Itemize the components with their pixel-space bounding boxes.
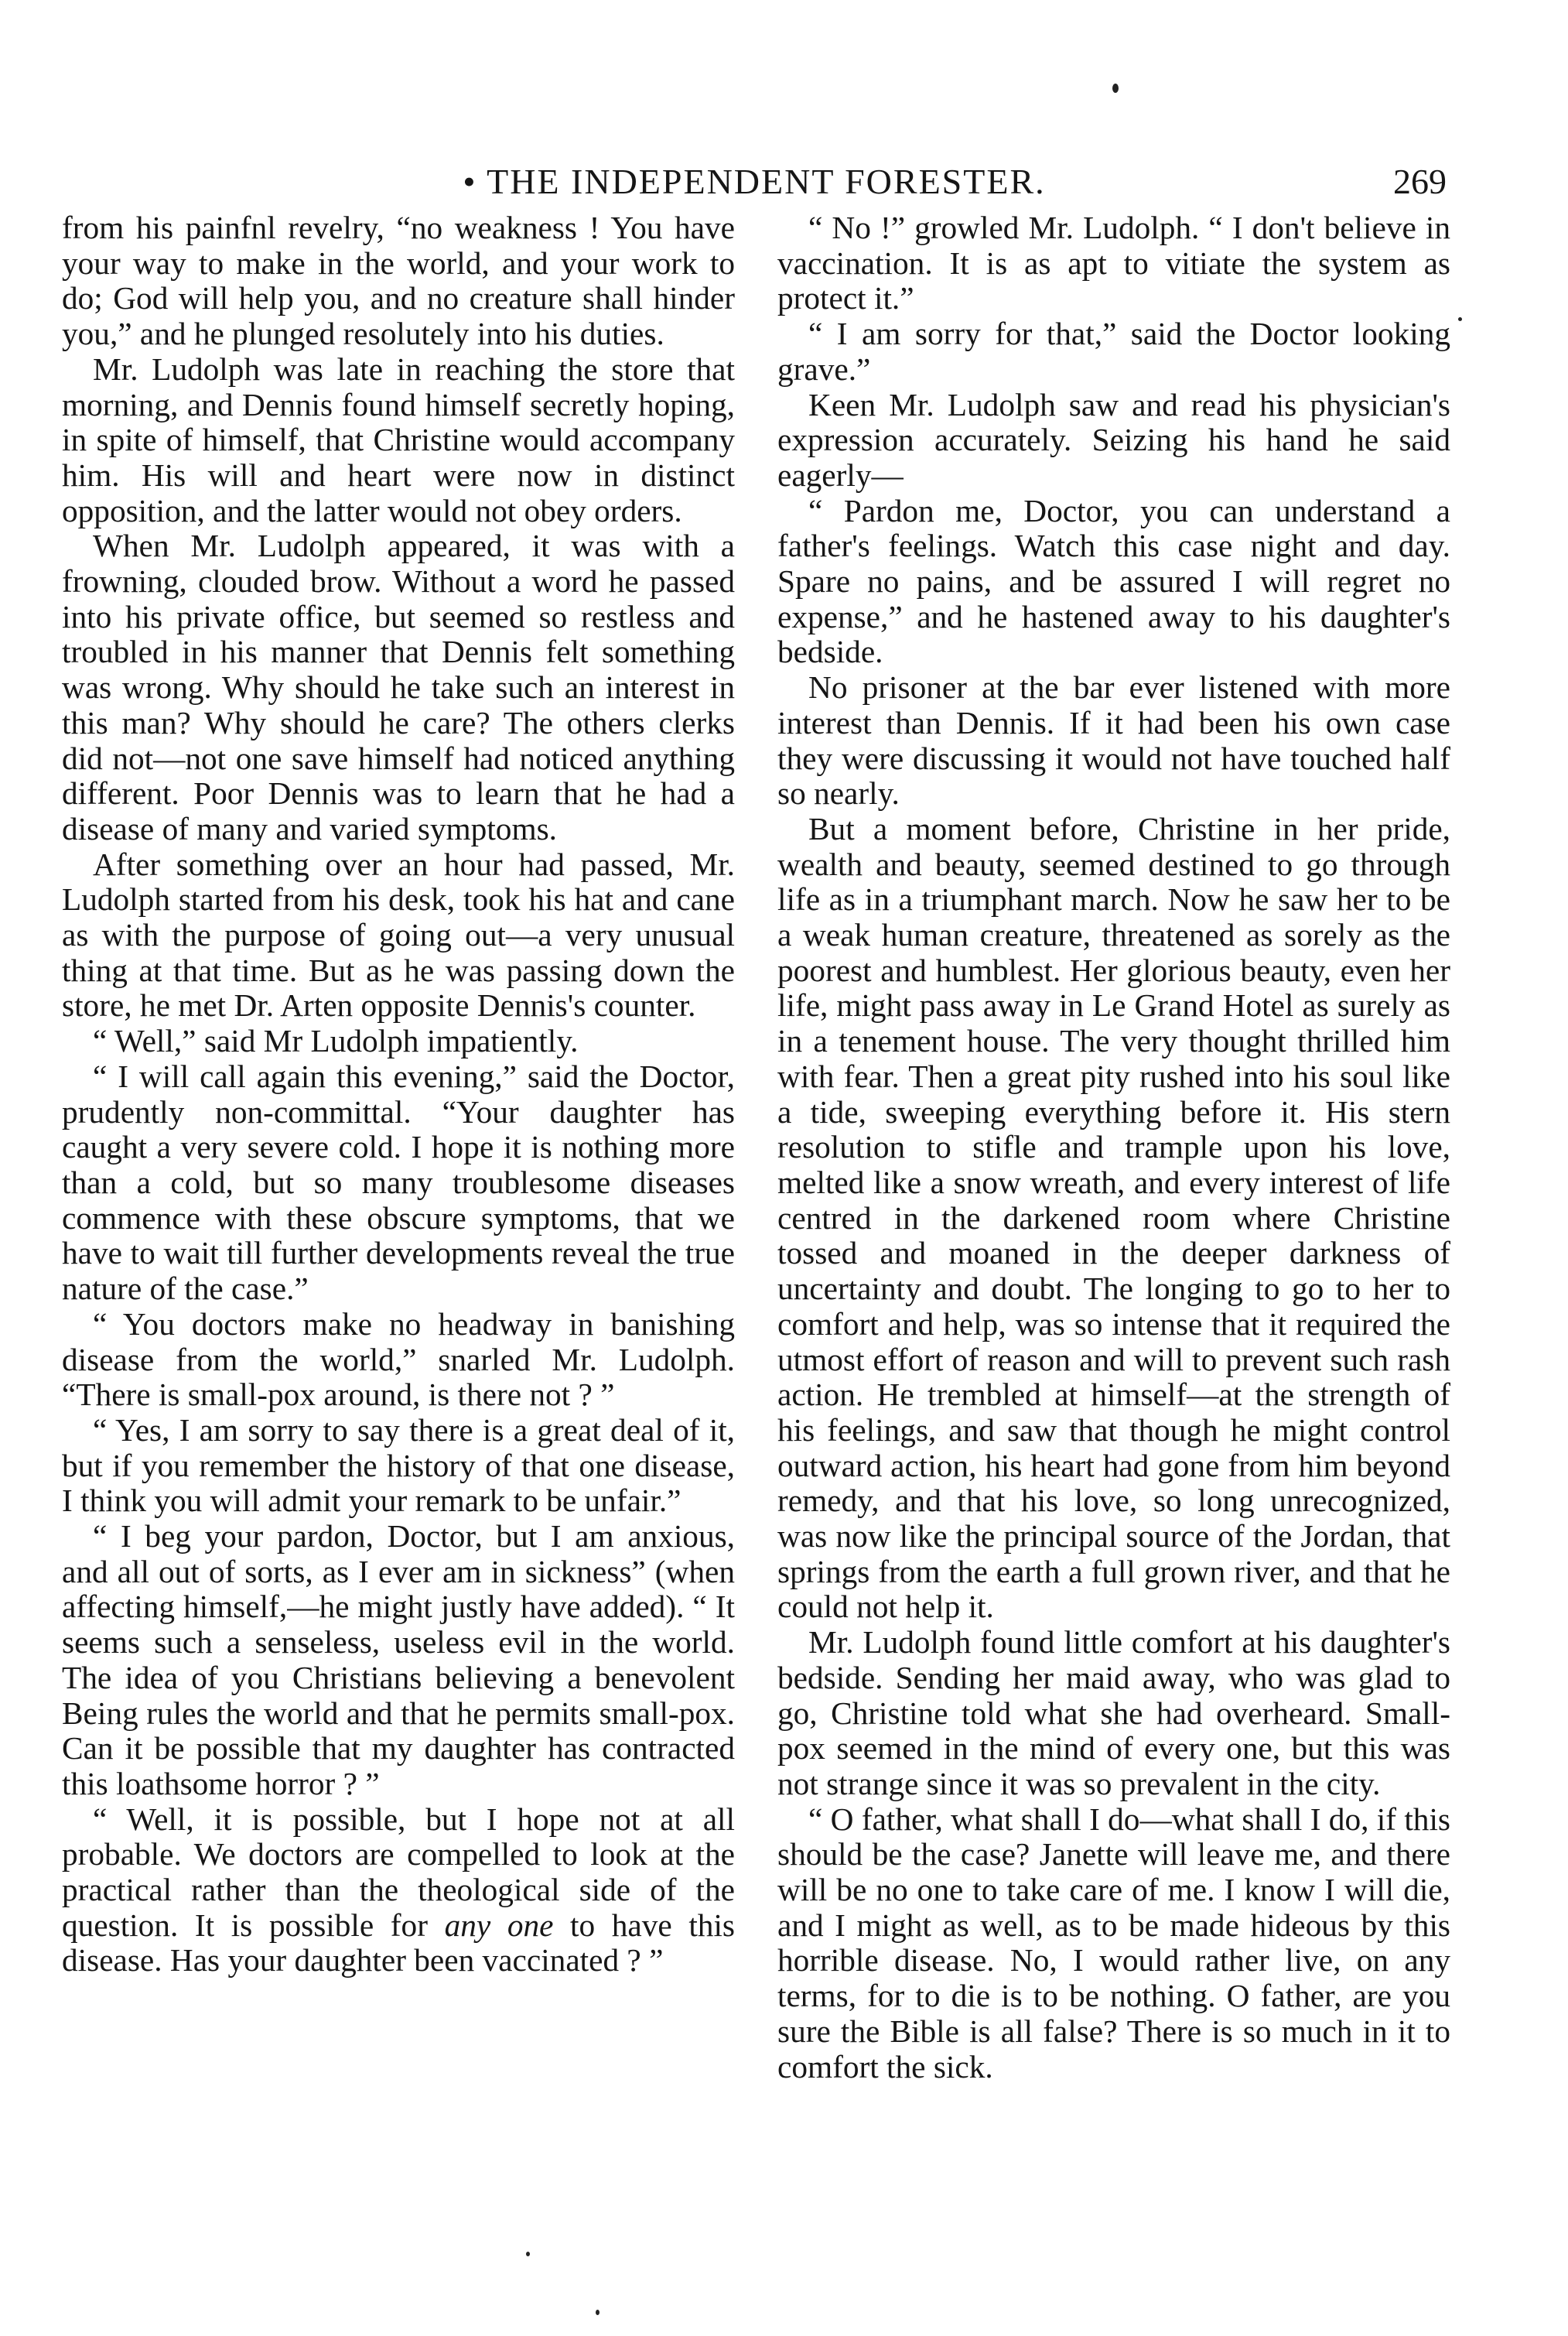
paragraph: “ Yes, I am sorry to say there is a great deal of it, but if you remember the history of that one disease, I think you will admit your remark to be unfair.” <box>62 1411 735 1519</box>
paragraph-text <box>490 1907 507 1943</box>
paragraph-text: “ Well, it is possible, but I hope not at all probable. We doctors are compelled to look at the practical rather than the theological side of the question. It is possible for <box>62 1801 735 1943</box>
left-column <box>62 210 735 2292</box>
paragraph-last <box>62 1802 735 1979</box>
paragraph: from his painfnl revelry, “no weakness ! You have your way to make in the world, and your work to do; God will help you, and no creature shall hinder you,” and he plunged resolutely into his duties. <box>62 210 735 352</box>
paragraph: “ Well,” said Mr Ludolph impatiently. <box>93 1023 579 1059</box>
right-column <box>777 210 1450 2292</box>
paragraph: “ No !” growled Mr. Ludolph. “ I don't believe in vaccination. It is as apt to vitiate the system as protect it.” <box>777 210 1450 316</box>
paragraph: “ O father, what shall I do—what shall I do, if this should be the case? Janette will leave me, and there will be no one to take care of me. I know I will die, and I might as well, as to be made hideous by this horrible disease. No, I would rather live, on any terms, for to die is to be nothing. O father, are you sure the Bible is all false? There is so much in it to comfort the sick. <box>777 1801 1450 2085</box>
paragraph: “ I beg your pardon, Doctor, but I am anxious, and all out of sorts, as I ever am in sickness” (when affecting himself,—he might justly have added). “ It seems such a senseless, useless evil in the world. The idea of you Christians believing a benevolent Being rules the world and that he permits small-pox. Can it be possible that my daughter has contracted this loathsome horror ? ” <box>62 1518 735 1801</box>
ink-speck <box>1112 84 1119 93</box>
page-number: 269 <box>1393 162 1447 201</box>
paragraph: Mr. Ludolph found little comfort at his daughter's bedside. Sending her maid away, who was glad to go, Christine told what she had overheard. Small-pox seemed in the mind of every one, but this was not strange since it was so prevalent in the city. <box>777 1624 1450 1801</box>
paragraph: After something over an hour had passed, Mr. Ludolph started from his desk, took his hat and cane as with the purpose of going out—a very unusual thing at that time. But as he was passing down the store, he met Dr. Arten opposite Dennis's counter. <box>62 846 735 1024</box>
paragraph: Keen Mr. Ludolph saw and read his physician's expression accurately. Seizing his hand he said eagerly— <box>777 386 1450 493</box>
text-columns <box>62 210 1450 2292</box>
running-head: • THE INDEPENDENT FORESTER. <box>463 162 1046 201</box>
paragraph: “ I will call again this evening,” said the Doctor, prudently non-committal. “Your daughter has caught a very severe cold. I hope it is nothing more than a cold, but so many troublesome diseases commence with these obscure symptoms, that we have to wait till further developments reveal the true nature of the case.” <box>62 1058 735 1307</box>
ink-speck <box>596 2310 600 2315</box>
italic-word: any <box>444 1907 491 1943</box>
paragraph: But a moment before, Christine in her pride, wealth and beauty, seemed destined to go through life as in a triumphant march. Now he saw her to be a weak human creature, threatened as sorely as the poorest and humblest. Her glorious beauty, even her life, might pass away in Le Grand Hotel as surely as in a tenement house. The very thought thrilled him with fear. Then a great pity rushed into his soul like a tide, sweeping everything before it. His stern resolution to stifle and trample upon his love, melted like a snow wreath, and every interest of life centred in the darkened room where Christine tossed and moaned in the deeper darkness of uncertainty and doubt. The longing to go to her to comfort and help, was so intense that it required the utmost effort of reason and will to prevent such rash action. He trembled at himself—at the strength of his feelings, and saw that though he might control outward action, his heart had gone from him beyond remedy, and that his love, so long unrecognized, was now like the principal source of the Jordan, that springs from the earth a full grown river, and that he could not help it. <box>777 810 1450 1625</box>
page-header <box>62 159 1447 205</box>
paragraph: “ I am sorry for that,” said the Doctor looking grave.” <box>777 316 1450 387</box>
paragraph: When Mr. Ludolph appeared, it was with a frowning, clouded brow. Without a word he passed into his private office, but seemed so restless and troubled in his manner that Dennis felt something was wrong. Why should he take such an interest in this man? Why should he care? The others clerks did not—not one save himself had noticed anything different. Poor Dennis was to learn that he had a disease of many and varied symptoms. <box>62 528 735 847</box>
ink-speck <box>1458 317 1462 321</box>
paragraph: No prisoner at the bar ever listened with more interest than Dennis. If it had been his own case they were discussing it would not have touched half so nearly. <box>777 669 1450 812</box>
paragraph: “ You doctors make no headway in banishing disease from the world,” snarled Mr. Ludolph. “There is small-pox around, is there not ? ” <box>62 1305 735 1413</box>
paragraph: “ Pardon me, Doctor, you can understand a father's feelings. Watch this case night and day. Spare no pains, and be assured I will regret no expense,” and he hastened away to his daughter's bedside. <box>777 492 1450 670</box>
paragraph: Mr. Ludolph was late in reaching the store that morning, and Dennis found himself secretly hoping, in spite of himself, that Christine would accompany him. His will and heart were now in distinct opposition, and the latter would not obey orders. <box>62 351 735 528</box>
italic-word: one <box>507 1907 554 1943</box>
paragraph-text: to have this disease. Has your daughter been vaccinated ? ” <box>62 1907 735 1979</box>
